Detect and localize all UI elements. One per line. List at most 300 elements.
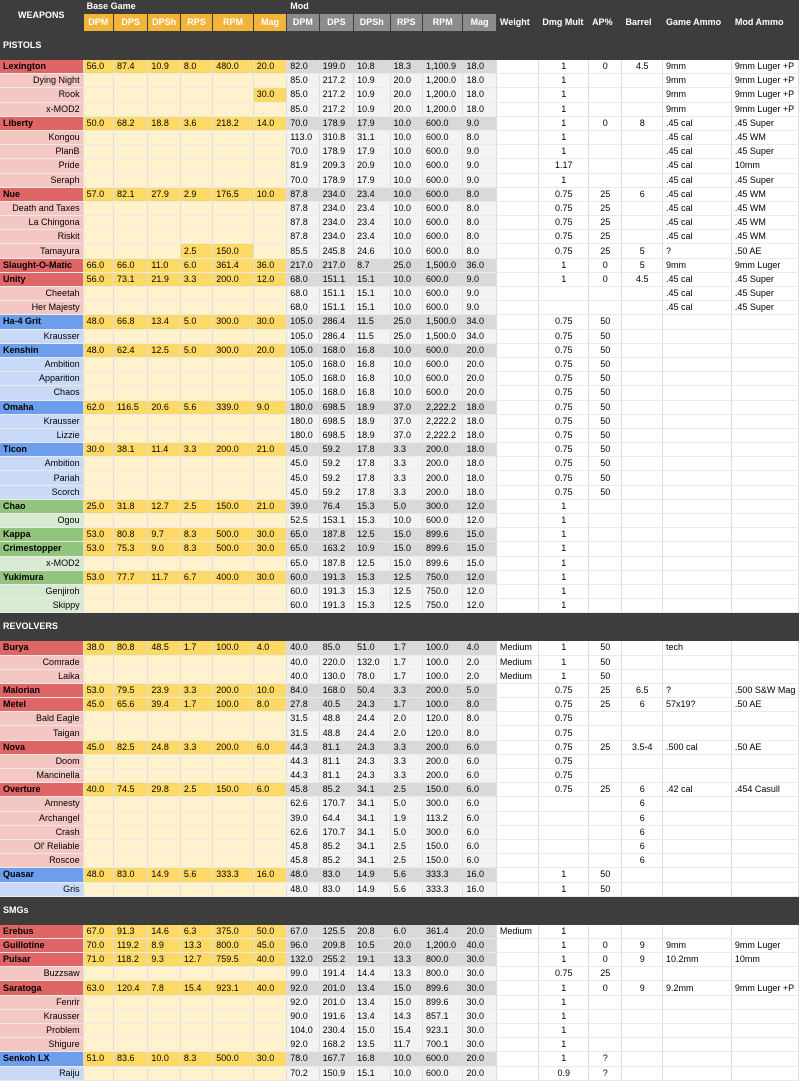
weapon-row[interactable] (0, 967, 799, 981)
mod-stat-cell: 15.0 (463, 528, 496, 542)
mod-stat-cell: 600.0 (422, 216, 463, 230)
weapon-row[interactable] (0, 1024, 799, 1038)
extra-stat-cell: 6 (622, 783, 663, 797)
base-stat-cell (83, 769, 113, 783)
base-stat-cell (180, 329, 212, 343)
weapon-row[interactable] (0, 683, 799, 697)
weapon-row[interactable] (0, 372, 799, 386)
mod-stat-cell: 2.5 (390, 783, 422, 797)
mod-stat-cell: 25.0 (390, 315, 422, 329)
base-stat-cell: 6.0 (253, 740, 286, 754)
base-stat-cell (83, 669, 113, 683)
base-stat-cell (213, 839, 254, 853)
extra-stat-cell: 0 (589, 953, 622, 967)
mod-stat-cell: 600.0 (422, 244, 463, 258)
extra-stat-cell (731, 570, 798, 584)
mod-stat-cell: 245.8 (319, 244, 353, 258)
mod-stat-cell: 899.6 (422, 981, 463, 995)
extra-stat-cell: .45 WM (731, 187, 798, 201)
weapon-row[interactable] (0, 811, 799, 825)
extra-stat-cell (589, 159, 622, 173)
weapon-row[interactable] (0, 542, 799, 556)
base-stat-cell (113, 357, 147, 371)
mod-stat-cell: 6.0 (390, 924, 422, 938)
base-stat-cell (83, 471, 113, 485)
extra-stat-cell: 0.75 (539, 740, 589, 754)
weapon-row[interactable] (0, 599, 799, 613)
base-stat-cell (113, 485, 147, 499)
mod-stat-cell: 10.0 (390, 357, 422, 371)
weapon-row[interactable] (0, 1009, 799, 1023)
extra-stat-cell (496, 102, 539, 116)
weapon-row[interactable] (0, 1038, 799, 1052)
extra-stat-cell: 1 (539, 669, 589, 683)
mod-stat-cell: 191.3 (319, 599, 353, 613)
base-stat-cell: 11.0 (148, 258, 180, 272)
mod-stat-cell: 18.0 (463, 485, 496, 499)
base-stat-cell: 45.0 (83, 698, 113, 712)
weapon-row[interactable] (0, 159, 799, 173)
extra-stat-cell: 25 (589, 216, 622, 230)
extra-stat-cell: .50 AE (731, 244, 798, 258)
weapon-row[interactable] (0, 854, 799, 868)
mod-stat-cell: 12.0 (463, 499, 496, 513)
mod-stat-cell: 100.0 (422, 669, 463, 683)
weapon-name: Krausser (0, 1009, 83, 1023)
mod-stat-cell: 10.0 (390, 116, 422, 130)
weapon-name: Senkoh LX (0, 1052, 83, 1066)
col-header: DPSh (354, 14, 390, 32)
extra-stat-cell: 0.75 (539, 372, 589, 386)
base-stat-cell (253, 287, 286, 301)
mod-stat-cell: 48.8 (319, 712, 353, 726)
weapon-name: Pulsar (0, 953, 83, 967)
mod-stat-cell: 3.3 (390, 471, 422, 485)
extra-stat-cell (589, 514, 622, 528)
mod-stat-cell: 10.0 (390, 173, 422, 187)
col-header: RPM (213, 14, 254, 32)
extra-stat-cell (731, 854, 798, 868)
weapon-row[interactable] (0, 882, 799, 896)
mod-stat-cell: 24.3 (354, 769, 390, 783)
weapon-name: PlanB (0, 145, 83, 159)
extra-stat-cell (663, 386, 732, 400)
base-stat-cell (213, 287, 254, 301)
extra-stat-cell: 25 (589, 201, 622, 215)
base-stat-cell: 24.8 (148, 740, 180, 754)
base-stat-cell (180, 967, 212, 981)
mod-stat-cell: 1,200.0 (422, 938, 463, 952)
base-stat-cell (113, 599, 147, 613)
weapon-name: Kongou (0, 130, 83, 144)
extra-stat-cell (496, 216, 539, 230)
base-stat-cell (83, 102, 113, 116)
weapon-row[interactable] (0, 485, 799, 499)
base-stat-cell (213, 797, 254, 811)
base-stat-cell (83, 357, 113, 371)
base-stat-cell: 8.0 (180, 60, 212, 74)
mod-stat-cell: 70.0 (287, 145, 319, 159)
weapon-row[interactable] (0, 825, 799, 839)
weapon-row[interactable] (0, 754, 799, 768)
weapon-row[interactable] (0, 1066, 799, 1080)
mod-stat-cell: 31.5 (287, 726, 319, 740)
extra-stat-cell: 0.75 (539, 754, 589, 768)
base-stat-cell: 40.0 (83, 783, 113, 797)
base-stat-cell (83, 301, 113, 315)
mod-stat-cell: 209.8 (319, 938, 353, 952)
mod-stat-cell: 20.0 (390, 938, 422, 952)
base-stat-cell (148, 74, 180, 88)
weapon-row[interactable] (0, 953, 799, 967)
mod-stat-cell: 15.3 (354, 499, 390, 513)
mod-stat-cell: 81.1 (319, 754, 353, 768)
extra-stat-cell (663, 825, 732, 839)
extra-stat-cell (496, 130, 539, 144)
weapon-row[interactable] (0, 1052, 799, 1066)
weapon-row[interactable] (0, 329, 799, 343)
base-stat-cell (113, 471, 147, 485)
extra-stat-cell: .454 Casull (731, 783, 798, 797)
mod-stat-cell: 78.0 (287, 1052, 319, 1066)
mod-stat-cell: 60.0 (287, 584, 319, 598)
weapon-row[interactable] (0, 443, 799, 457)
weapon-row[interactable] (0, 400, 799, 414)
mod-stat-cell: 20.9 (354, 159, 390, 173)
base-stat-cell (113, 230, 147, 244)
base-stat-cell (113, 514, 147, 528)
base-stat-cell (253, 754, 286, 768)
base-stat-cell (180, 386, 212, 400)
extra-stat-cell: 0.75 (539, 329, 589, 343)
base-stat-cell: 68.2 (113, 116, 147, 130)
mod-stat-cell: 83.0 (319, 882, 353, 896)
weapon-row[interactable] (0, 187, 799, 201)
base-stat-cell: 176.5 (213, 187, 254, 201)
mod-stat-cell: 200.0 (422, 443, 463, 457)
base-stat-cell: 100.0 (213, 698, 254, 712)
extra-stat-cell: 50 (589, 655, 622, 669)
extra-stat-cell (589, 570, 622, 584)
mod-stat-cell: 51.0 (354, 641, 390, 655)
mod-stat-cell: 600.0 (422, 287, 463, 301)
weapon-row[interactable] (0, 301, 799, 315)
base-stat-cell (83, 1024, 113, 1038)
weapon-row[interactable] (0, 173, 799, 187)
mod-stat-cell: 1,200.0 (422, 88, 463, 102)
extra-stat-cell (622, 556, 663, 570)
mod-stat-cell: 87.8 (287, 216, 319, 230)
base-stat-cell (148, 1009, 180, 1023)
weapon-name: Ambition (0, 357, 83, 371)
base-stat-cell (113, 301, 147, 315)
weapon-row[interactable] (0, 457, 799, 471)
base-stat-cell (148, 386, 180, 400)
extra-stat-cell: 9 (622, 953, 663, 967)
base-stat-cell: 333.3 (213, 868, 254, 882)
weapon-row[interactable] (0, 938, 799, 952)
mod-stat-cell: 199.0 (319, 60, 353, 74)
weapon-name: La Chingona (0, 216, 83, 230)
base-stat-cell (253, 584, 286, 598)
extra-stat-cell (496, 599, 539, 613)
extra-stat-cell (731, 357, 798, 371)
extra-stat-cell: 0.75 (539, 712, 589, 726)
weapon-name: Kappa (0, 528, 83, 542)
weapon-row[interactable] (0, 868, 799, 882)
weapon-row[interactable] (0, 514, 799, 528)
mod-stat-cell: 120.0 (422, 726, 463, 740)
mod-stat-cell: 168.2 (319, 1038, 353, 1052)
mod-stat-cell: 15.0 (390, 542, 422, 556)
weapon-row[interactable] (0, 641, 799, 655)
extra-stat-cell (731, 556, 798, 570)
extra-stat-cell: .45 cal (663, 287, 732, 301)
base-stat-cell (180, 485, 212, 499)
mod-stat-cell: 45.8 (287, 839, 319, 853)
extra-stat-cell (731, 797, 798, 811)
base-stat-cell (148, 1024, 180, 1038)
weapon-name: Yukimura (0, 570, 83, 584)
col-header: Mag (253, 14, 286, 32)
extra-stat-cell: .45 Super (731, 287, 798, 301)
weapon-row[interactable] (0, 740, 799, 754)
mod-stat-cell: 76.4 (319, 499, 353, 513)
base-stat-cell: 70.0 (83, 938, 113, 952)
extra-stat-cell (731, 414, 798, 428)
base-stat-cell (253, 471, 286, 485)
base-stat-cell (213, 428, 254, 442)
weapon-row[interactable] (0, 995, 799, 1009)
mod-stat-cell: 180.0 (287, 414, 319, 428)
base-stat-cell: 38.0 (83, 641, 113, 655)
base-stat-cell (180, 1009, 212, 1023)
weapon-row[interactable] (0, 315, 799, 329)
base-stat-cell: 10.0 (253, 187, 286, 201)
base-stat-cell (113, 754, 147, 768)
extra-stat-cell: 0.75 (539, 726, 589, 740)
extra-stat-cell (731, 428, 798, 442)
extra-stat-cell: 10mm (731, 953, 798, 967)
extra-stat-cell: 6 (622, 854, 663, 868)
mod-stat-cell: 13.4 (354, 995, 390, 1009)
extra-stat-cell: .45 cal (663, 173, 732, 187)
weapon-row[interactable] (0, 414, 799, 428)
extra-stat-cell (663, 669, 732, 683)
extra-stat-cell (663, 372, 732, 386)
weapon-row[interactable] (0, 216, 799, 230)
base-stat-cell (148, 428, 180, 442)
mod-stat-cell: 34.1 (354, 839, 390, 853)
extra-stat-cell (731, 343, 798, 357)
mod-stat-cell: 105.0 (287, 357, 319, 371)
mod-stat-cell: 286.4 (319, 315, 353, 329)
base-stat-cell: 9.7 (148, 528, 180, 542)
weapon-row[interactable] (0, 797, 799, 811)
header-row-columns (0, 14, 799, 32)
extra-stat-cell (539, 854, 589, 868)
base-stat-cell (180, 357, 212, 371)
weapon-row[interactable] (0, 343, 799, 357)
weapon-row[interactable] (0, 839, 799, 853)
base-stat-cell (83, 754, 113, 768)
base-stat-cell (83, 854, 113, 868)
extra-stat-cell (496, 981, 539, 995)
base-stat-cell (253, 599, 286, 613)
base-stat-cell (180, 159, 212, 173)
mod-stat-cell: 17.8 (354, 457, 390, 471)
extra-stat-cell: 25 (589, 683, 622, 697)
weapon-row[interactable] (0, 201, 799, 215)
weapon-row[interactable] (0, 783, 799, 797)
weapon-row[interactable] (0, 669, 799, 683)
extra-stat-cell: ? (589, 1052, 622, 1066)
mod-stat-cell: 180.0 (287, 400, 319, 414)
mod-stat-cell: 209.3 (319, 159, 353, 173)
weapon-row[interactable] (0, 428, 799, 442)
extra-stat-cell (731, 1024, 798, 1038)
weapon-row[interactable] (0, 88, 799, 102)
extra-stat-cell (496, 414, 539, 428)
extra-stat-cell (589, 542, 622, 556)
base-stat-cell (213, 357, 254, 371)
extra-stat-cell (622, 995, 663, 1009)
mod-stat-cell: 600.0 (422, 116, 463, 130)
base-stat-cell (213, 655, 254, 669)
base-stat-cell: 8.3 (180, 542, 212, 556)
extra-stat-cell: tech (663, 641, 732, 655)
weapon-row[interactable] (0, 287, 799, 301)
weapon-row[interactable] (0, 258, 799, 272)
weapon-row[interactable] (0, 357, 799, 371)
base-stat-cell: 5.6 (180, 868, 212, 882)
base-stat-cell: 8.3 (180, 1052, 212, 1066)
mod-stat-cell: 40.0 (463, 938, 496, 952)
mod-stat-cell: 15.0 (354, 1024, 390, 1038)
mod-stat-cell: 23.4 (354, 201, 390, 215)
weapon-row[interactable] (0, 102, 799, 116)
extra-stat-cell (496, 556, 539, 570)
mod-stat-cell: 10.0 (390, 145, 422, 159)
extra-stat-cell (496, 726, 539, 740)
mod-stat-cell: 2,222.2 (422, 428, 463, 442)
mod-stat-cell: 234.0 (319, 230, 353, 244)
weapon-row[interactable] (0, 145, 799, 159)
extra-stat-cell: 9mm (663, 74, 732, 88)
mod-stat-cell: 81.1 (319, 740, 353, 754)
weapon-row[interactable] (0, 116, 799, 130)
extra-stat-cell (622, 1009, 663, 1023)
base-stat-cell (180, 130, 212, 144)
base-stat-cell (83, 287, 113, 301)
base-stat-cell: 3.3 (180, 683, 212, 697)
weapon-row[interactable] (0, 499, 799, 513)
base-stat-cell: 57.0 (83, 187, 113, 201)
mod-stat-cell: 64.4 (319, 811, 353, 825)
weapon-row[interactable] (0, 570, 799, 584)
weapon-row[interactable] (0, 471, 799, 485)
weapon-name: Gris (0, 882, 83, 896)
extra-stat-cell: 1 (539, 1024, 589, 1038)
base-stat-cell (113, 712, 147, 726)
mod-stat-cell: 1,200.0 (422, 102, 463, 116)
base-stat-cell: 150.0 (213, 499, 254, 513)
mod-stat-cell: 17.8 (354, 471, 390, 485)
base-stat-cell: 80.8 (113, 528, 147, 542)
weapon-row[interactable] (0, 130, 799, 144)
weapon-row[interactable] (0, 74, 799, 88)
base-stat-cell (83, 1009, 113, 1023)
base-stat-cell (148, 173, 180, 187)
extra-stat-cell (731, 1009, 798, 1023)
mod-stat-cell: 60.0 (287, 599, 319, 613)
base-stat-cell (113, 769, 147, 783)
mod-stat-cell: 12.0 (463, 584, 496, 598)
base-stat-cell: 48.0 (83, 315, 113, 329)
extra-stat-cell: 25 (589, 783, 622, 797)
weapon-row[interactable] (0, 769, 799, 783)
weapon-row[interactable] (0, 712, 799, 726)
extra-stat-cell: 9mm Luger (731, 258, 798, 272)
weapon-row[interactable] (0, 556, 799, 570)
weapon-row[interactable] (0, 60, 799, 74)
base-stat-cell (213, 584, 254, 598)
extra-stat-cell (622, 201, 663, 215)
weapon-row[interactable] (0, 981, 799, 995)
extra-stat-cell (622, 570, 663, 584)
mod-stat-cell: 178.9 (319, 145, 353, 159)
extra-stat-cell: 1 (539, 272, 589, 286)
weapon-row[interactable] (0, 528, 799, 542)
extra-stat-cell: 1 (539, 74, 589, 88)
extra-stat-cell (496, 187, 539, 201)
base-stat-cell (213, 854, 254, 868)
weapon-row[interactable] (0, 726, 799, 740)
base-stat-cell (113, 244, 147, 258)
mod-stat-cell: 67.0 (287, 924, 319, 938)
extra-stat-cell (622, 1052, 663, 1066)
extra-stat-cell (496, 329, 539, 343)
base-stat-cell (213, 712, 254, 726)
base-stat-cell: 45.0 (83, 740, 113, 754)
base-stat-cell (83, 74, 113, 88)
weapon-name: Metel (0, 698, 83, 712)
weapon-row[interactable] (0, 584, 799, 598)
base-stat-cell: 480.0 (213, 60, 254, 74)
mod-stat-cell: 1,500.0 (422, 258, 463, 272)
weapon-row[interactable] (0, 244, 799, 258)
extra-stat-cell (622, 528, 663, 542)
weapon-row[interactable] (0, 272, 799, 286)
extra-stat-cell (589, 839, 622, 853)
weapon-row[interactable] (0, 698, 799, 712)
weapon-row[interactable] (0, 230, 799, 244)
weapon-row[interactable] (0, 655, 799, 669)
base-stat-cell (213, 669, 254, 683)
extra-stat-cell (589, 769, 622, 783)
base-stat-cell (213, 599, 254, 613)
extra-stat-cell: 25 (589, 230, 622, 244)
mod-stat-cell: 30.0 (463, 1024, 496, 1038)
mod-stat-cell: 600.0 (422, 230, 463, 244)
base-stat-cell (83, 584, 113, 598)
base-stat-cell (180, 414, 212, 428)
base-stat-cell: 23.9 (148, 683, 180, 697)
mod-stat-cell: 45.0 (287, 485, 319, 499)
base-stat-cell: 7.8 (148, 981, 180, 995)
weapon-row[interactable] (0, 386, 799, 400)
weapon-row[interactable] (0, 924, 799, 938)
